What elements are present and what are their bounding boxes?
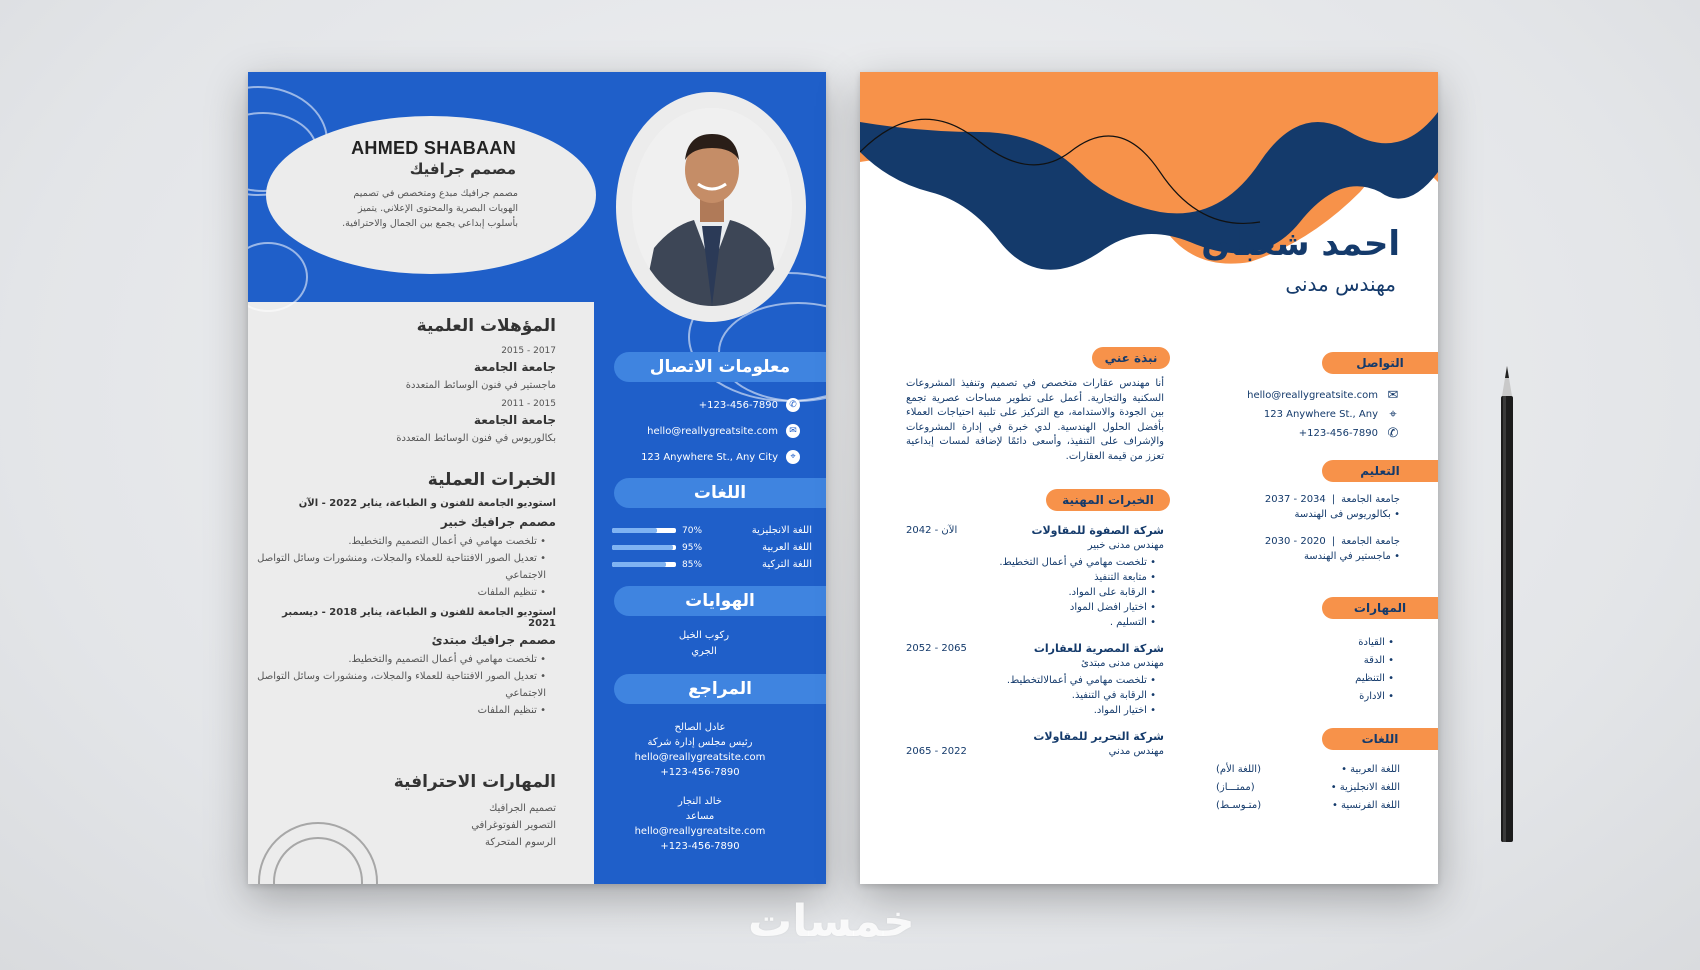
reference-phone: +123-456-7890 (660, 767, 740, 778)
skill-item: الرسوم المتحركة (485, 837, 556, 848)
job-years: 2042 - الآن (906, 525, 958, 536)
contact-row (610, 392, 800, 418)
language-percent: 85% (682, 559, 703, 570)
edu-years: 2015 - 2011 (501, 399, 556, 409)
location-icon: ⌖ (1389, 407, 1397, 422)
reference-email: hello@reallygreatsite.com (634, 752, 766, 763)
contact-row (610, 418, 800, 444)
language-name: اللغة العربية (762, 542, 812, 553)
job-header (906, 642, 1164, 655)
list-item: • تنظيم الملفات (256, 584, 546, 601)
language-bar (612, 528, 676, 533)
section-heading: الخبرات العملية (427, 470, 556, 490)
language-bar-fill (612, 562, 666, 567)
job-header (906, 730, 1164, 757)
edu-school: جامعة الجامعة (473, 413, 556, 427)
edu-degree-list (1214, 507, 1400, 522)
list-item: • تلخصت مهامي في أعمالالتخطيط. (906, 673, 1156, 688)
job-duties (906, 673, 1164, 718)
language-list (612, 522, 812, 573)
references-heading: المراجع (614, 674, 826, 704)
language-bar (612, 562, 676, 567)
edu-school: جامعة الجامعة (1341, 536, 1400, 547)
language-name: اللغة الفرنسية • (1331, 800, 1400, 811)
language-bar-fill (612, 528, 657, 533)
resume-civil-engineer (860, 72, 1438, 884)
list-item: • تنظيم الملفات (256, 702, 546, 719)
language-level: (اللغة الأم) (1216, 764, 1261, 775)
reference-name: خالد النجار (678, 796, 722, 807)
email-text: hello@reallygreatsite.com (647, 425, 778, 437)
languages-list (1216, 764, 1400, 818)
qualifications-section (256, 316, 556, 444)
list-item: • متابعة التنفيذ (906, 570, 1156, 585)
list-item: • تعديل الصور الافتتاحية للعملاء والمجلات، ومنشورات وسائل التواصل الاجتماعي (256, 668, 546, 702)
address-text: 123 Anywhere St., Any (1263, 409, 1378, 420)
job-header (906, 524, 1164, 537)
address-text: 123 Anywhere St., Any City (641, 451, 778, 463)
skills-heading: المهارات (1322, 597, 1438, 619)
languages-heading: اللغات (1322, 728, 1438, 750)
list-item: • تلخصت مهامي في أعمال التخطيط. (906, 555, 1156, 570)
edu-degree: بكالوريوس في فنون الوسائط المتعددة (396, 433, 556, 444)
job-company: استوديو الجامعة للفنون و الطباعة، يناير 2018 - ديسمبر 2021 (282, 607, 556, 629)
language-name-text: اللغة الانجليزية (1339, 782, 1400, 793)
list-item: • تلخصت مهامي في أعمال التصميم والتخطيط. (256, 651, 546, 668)
job-duties (906, 555, 1164, 630)
contact-list (610, 392, 800, 470)
languages-heading: اللغات (614, 478, 826, 508)
phone-icon: ✆ (786, 398, 800, 412)
phone-text: +123-456-7890 (698, 399, 778, 411)
email-icon: ✉ (1387, 388, 1399, 403)
hobbies-heading: الهوايات (614, 586, 826, 616)
language-row (612, 522, 812, 539)
job-company: شركة التحرير للمقاولات (1033, 730, 1164, 743)
hobby-item: الجري (691, 646, 717, 657)
language-name: اللغة الانجليزية • (1330, 782, 1400, 793)
experience-section (906, 524, 1164, 757)
experience-section (256, 470, 556, 719)
education-heading: التعليم (1322, 460, 1438, 482)
job-years: 2065 - 2022 (906, 746, 967, 757)
list-item: • اختيار افضل المواد (906, 600, 1156, 615)
edu-row (1214, 536, 1400, 547)
language-name: اللغة التركية (762, 559, 812, 570)
contact-row (1210, 405, 1400, 424)
resume-graphic-designer (248, 72, 826, 884)
job-role: مصمم جرافيك خبير (440, 515, 556, 529)
edu-separator: | (1331, 494, 1336, 505)
reference-role: رئيس مجلس إدارة شركة (647, 737, 753, 748)
phone-text: +123-456-7890 (1298, 428, 1378, 439)
edu-years: 2017 - 2015 (501, 346, 556, 356)
education-list (1214, 494, 1400, 564)
reference-name: عادل الصالح (674, 722, 726, 733)
contact-heading: معلومات الاتصال (614, 352, 826, 382)
edu-degree: ماجستير في فنون الوسائط المتعددة (405, 380, 556, 391)
edu-school: جامعة الجامعة (1341, 494, 1400, 505)
job-title: مهندس مدنى (1285, 272, 1396, 296)
job-role: مهندس مدني (1108, 746, 1164, 757)
contact-heading: التواصل (1322, 352, 1438, 374)
contact-list (1210, 386, 1400, 443)
edu-degree: • بكالوريوس فى الهندسة (1214, 507, 1400, 522)
list-item: • تعديل الصور الافتتاحية للعملاء والمجلات، ومنشورات وسائل التواصل الاجتماعي (256, 550, 546, 584)
contact-row (1210, 424, 1400, 443)
language-name: اللغة العربية • (1341, 764, 1400, 775)
edu-degree: • ماجستير في الهندسة (1214, 549, 1400, 564)
edu-years: 2037 - 2034 (1264, 494, 1326, 505)
list-item: • الرقابة على المواد. (906, 585, 1156, 600)
language-row (612, 556, 812, 573)
edu-degree-list (1214, 549, 1400, 564)
about-text: أنا مهندس عقارات متخصص في تصميم وتنفيذ المشروعات السكنية والتجارية. أعمل على تطوير مساحات عصرية تجمع بين الجودة والاستدامة، مع التركيز على تلبية احتياجات العملاء بأفضل الحلول الهندسية. لدي خبرة في إدارة المشروعات والإشراف على التنفيذ، وأسعى دائمًا لإضافة لمسات إبداعية تعزز من قيمة العقارات. (906, 378, 1164, 462)
list-item: • تلخصت مهامي في أعمال التصميم والتخطيط. (256, 533, 546, 550)
references-list (600, 720, 800, 854)
language-name-text: اللغة الفرنسية (1341, 800, 1400, 811)
language-bar (612, 545, 676, 550)
skill-item: • الادارة (1260, 688, 1394, 706)
edu-years: 2030 - 2020 (1264, 536, 1326, 547)
language-row (1216, 764, 1400, 782)
watermark-logo: خمسات (748, 896, 915, 947)
job-role: مهندس مدنى خبير (1087, 540, 1164, 551)
skill-item: • التنظيم (1260, 670, 1394, 688)
reference-phone: +123-456-7890 (660, 841, 740, 852)
list-item: • التسليم . (906, 615, 1156, 630)
skills-list (1260, 634, 1394, 706)
person-name: احمد شعبان (1201, 224, 1400, 264)
section-heading: المهارات الاحترافية (393, 772, 556, 792)
list-item: • الرقابة في التنفيذ. (906, 688, 1156, 703)
job-role: مصمم جرافيك مبتدئ (431, 633, 556, 647)
job-company: استوديو الجامعة للفنون و الطباعة، يناير 2022 - الآن (298, 498, 556, 509)
section-heading: المؤهلات العلمية (416, 316, 556, 336)
email-icon: ✉ (786, 424, 800, 438)
edu-row (1214, 494, 1400, 505)
job-company: شركة المصرية للعقارات (1033, 642, 1164, 655)
language-percent: 95% (682, 542, 703, 553)
bio-text: مصمم جرافيك مبدع ومتخصص في تصميم الهويات البصرية والمحتوى الإعلاني. يتميز بأسلوب إبداعي يجمع بين الجمال والاحترافية. (342, 188, 518, 229)
language-name-text: اللغة العربية (1350, 764, 1400, 775)
location-icon: ⌖ (786, 450, 800, 464)
email-text: hello@reallygreatsite.com (1247, 390, 1378, 401)
skill-item: • القيادة (1260, 634, 1394, 652)
job-role: مهندس مدنى مبتدئ (1081, 658, 1164, 669)
skill-item: • الدقة (1260, 652, 1394, 670)
language-bar-fill (612, 545, 673, 550)
language-row (1216, 800, 1400, 818)
contact-row (610, 444, 800, 470)
language-name: اللغة الانجليزية (751, 525, 812, 536)
job-title: مصمم جرافيك (409, 160, 516, 178)
hobbies-list (614, 628, 794, 660)
skill-item: التصوير الفوتوغرافي (471, 820, 556, 831)
profile-photo (632, 108, 792, 306)
language-percent: 70% (682, 525, 703, 536)
language-level: (ممتـــاز) (1216, 782, 1255, 793)
phone-icon: ✆ (1387, 426, 1399, 441)
language-level: (متـوسـط) (1216, 800, 1262, 811)
hobby-item: ركوب الخيل (678, 630, 730, 641)
reference-role: مساعد (685, 811, 715, 822)
pencil-decoration (1492, 362, 1522, 852)
list-item: • اختيار المواد. (906, 703, 1156, 718)
language-row (612, 539, 812, 556)
job-duties (256, 533, 556, 601)
job-duties (256, 651, 556, 719)
reference-email: hello@reallygreatsite.com (634, 826, 766, 837)
edu-school: جامعة الجامعة (473, 360, 556, 374)
language-row (1216, 782, 1400, 800)
skill-item: تصميم الجرافيك (489, 803, 556, 814)
job-company: شركة الصفوة للمقاولات (1031, 524, 1164, 537)
edu-separator: | (1331, 536, 1336, 547)
about-heading: نبذة عني (1092, 347, 1170, 369)
job-years: 2052 - 2065 (906, 643, 967, 654)
person-name: AHMED SHABAAN (351, 138, 516, 158)
experience-heading: الخبرات المهنية (1046, 489, 1170, 511)
skills-section (256, 772, 556, 851)
contact-row (1210, 386, 1400, 405)
